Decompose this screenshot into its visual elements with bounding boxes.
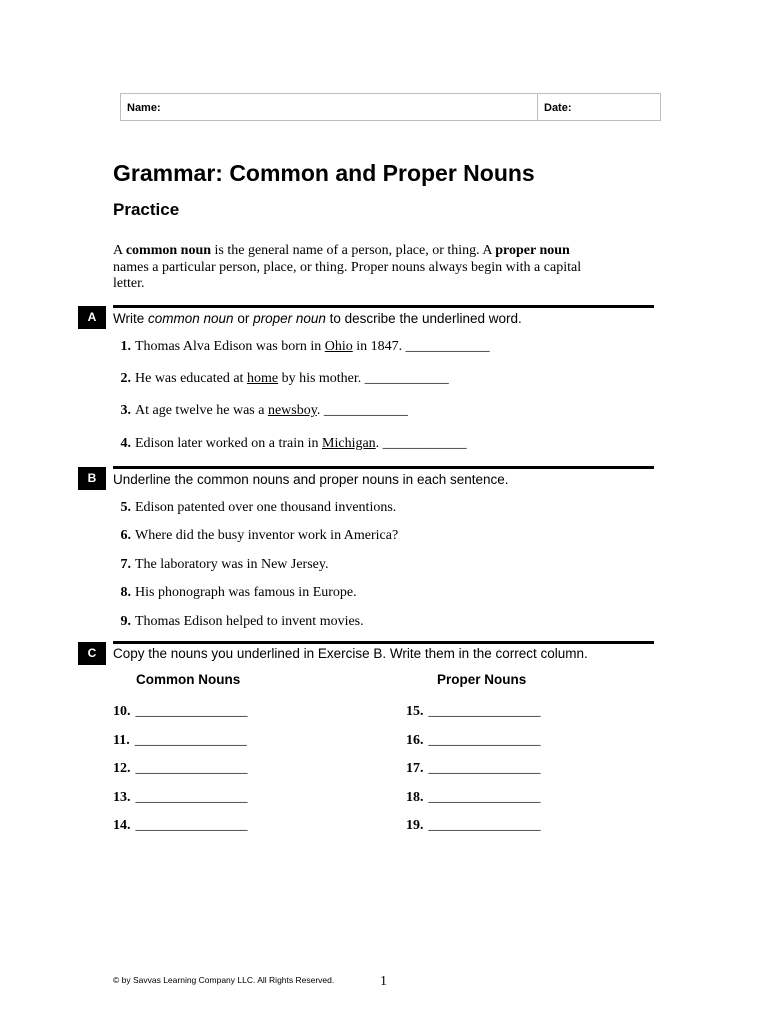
item-number: 14.	[113, 818, 131, 833]
common-noun-blank-10[interactable]	[113, 704, 248, 720]
proper-noun-blank-18[interactable]	[406, 790, 541, 806]
exercise-item-8	[113, 585, 357, 601]
section-c-rule	[113, 641, 654, 644]
item-number: 8.	[120, 585, 131, 600]
proper-noun-blank-17[interactable]	[406, 761, 541, 777]
item-number: 3.	[120, 403, 131, 418]
intro-text-1: A	[113, 243, 126, 258]
intro-text-3: names a particular person, place, or thing. Proper nouns always begin with a capital letter.	[113, 259, 582, 291]
item-number: 2.	[120, 371, 131, 386]
intro-term-common-noun: common noun	[125, 243, 212, 258]
answer-line: ________________	[134, 733, 247, 748]
item-text: Thomas Edison helped to invent movies.	[135, 614, 364, 629]
proper-nouns-heading: Proper Nouns	[437, 672, 527, 687]
page-title: Grammar: Common and Proper Nouns	[113, 160, 535, 186]
item-number: 17.	[406, 761, 424, 776]
answer-line: ________________	[428, 818, 541, 833]
proper-noun-blank-15[interactable]	[406, 704, 541, 720]
underlined-word: Michigan	[322, 436, 376, 451]
section-a-rule	[113, 305, 654, 308]
answer-line: ________________	[428, 761, 541, 776]
item-number: 10.	[113, 704, 131, 719]
item-text-post: in 1847. ____________	[352, 339, 490, 354]
item-text: His phonograph was famous in Europe.	[135, 585, 357, 600]
item-number: 6.	[120, 528, 131, 543]
underlined-word: home	[246, 371, 279, 386]
section-a-instr-em2: proper noun	[253, 311, 326, 326]
item-text: Edison patented over one thousand inventions.	[135, 500, 397, 515]
proper-noun-blank-16[interactable]	[406, 733, 541, 749]
common-noun-blank-11[interactable]	[113, 733, 247, 749]
answer-line: ________________	[428, 704, 541, 719]
item-text-post: . ____________	[375, 436, 467, 451]
item-number: 13.	[113, 790, 131, 805]
common-noun-blank-14[interactable]	[113, 818, 248, 834]
section-c-badge: C	[78, 642, 106, 665]
answer-line: ________________	[135, 790, 248, 805]
answer-line: ________________	[135, 761, 248, 776]
item-text-post: by his mother. ____________	[278, 371, 449, 386]
date-label: Date:	[544, 102, 572, 114]
answer-line: ________________	[135, 818, 248, 833]
exercise-item-1	[113, 339, 490, 355]
section-a-instr-em1: common noun	[148, 311, 234, 326]
item-number: 7.	[120, 557, 131, 572]
item-text-pre: Edison later worked on a train in	[135, 436, 323, 451]
item-number: 11.	[113, 733, 130, 748]
item-text: Where did the busy inventor work in America?	[135, 528, 399, 543]
section-a-instr-mid: or	[233, 311, 254, 326]
item-number: 16.	[406, 733, 424, 748]
intro-text-2: is the general name of a person, place, or thing. A	[211, 243, 496, 258]
section-b-instructions: Underline the common nouns and proper nouns in each sentence.	[113, 472, 509, 487]
footer-copyright: © by Savvas Learning Company LLC. All Rights Reserved.	[113, 975, 335, 985]
common-nouns-heading: Common Nouns	[136, 672, 241, 687]
section-b-rule	[113, 466, 654, 469]
page-subtitle: Practice	[113, 200, 180, 219]
section-b-badge: B	[78, 467, 106, 490]
section-a-instr-post: to describe the underlined word.	[325, 311, 522, 326]
common-noun-blank-13[interactable]	[113, 790, 248, 806]
item-number: 9.	[120, 614, 131, 629]
name-label: Name:	[127, 102, 161, 114]
answer-line: ________________	[428, 790, 541, 805]
item-number: 1.	[120, 339, 131, 354]
item-text-pre: Thomas Alva Edison was born in	[135, 339, 325, 354]
proper-noun-blank-19[interactable]	[406, 818, 541, 834]
section-a-instr-pre: Write	[113, 311, 149, 326]
common-noun-blank-12[interactable]	[113, 761, 248, 777]
item-number: 15.	[406, 704, 424, 719]
item-text-pre: He was educated at	[135, 371, 247, 386]
date-field[interactable]	[538, 94, 660, 120]
name-date-box	[120, 93, 661, 121]
underlined-word: newsboy	[267, 403, 317, 418]
item-text: The laboratory was in New Jersey.	[135, 557, 329, 572]
underlined-word: Ohio	[324, 339, 353, 354]
item-number: 18.	[406, 790, 424, 805]
exercise-item-5	[113, 500, 396, 516]
exercise-item-2	[113, 371, 449, 387]
name-field[interactable]	[121, 94, 538, 120]
item-number: 4.	[120, 436, 131, 451]
exercise-item-7	[113, 557, 328, 573]
exercise-item-4	[113, 436, 467, 452]
answer-line: ________________	[135, 704, 248, 719]
exercise-item-9	[113, 614, 364, 630]
item-text-post: . ____________	[316, 403, 408, 418]
exercise-item-3	[113, 403, 408, 419]
answer-line: ________________	[428, 733, 541, 748]
section-c-instructions: Copy the nouns you underlined in Exercise B. Write them in the correct column.	[113, 646, 588, 661]
intro-paragraph	[113, 243, 588, 293]
item-number: 5.	[120, 500, 131, 515]
item-number: 19.	[406, 818, 424, 833]
item-text-pre: At age twelve he was a	[135, 403, 268, 418]
item-number: 12.	[113, 761, 131, 776]
page-number: 1	[380, 974, 387, 989]
intro-term-proper-noun: proper noun	[495, 243, 570, 258]
section-a-badge: A	[78, 306, 106, 329]
exercise-item-6	[113, 528, 398, 544]
section-a-instructions	[113, 311, 522, 326]
